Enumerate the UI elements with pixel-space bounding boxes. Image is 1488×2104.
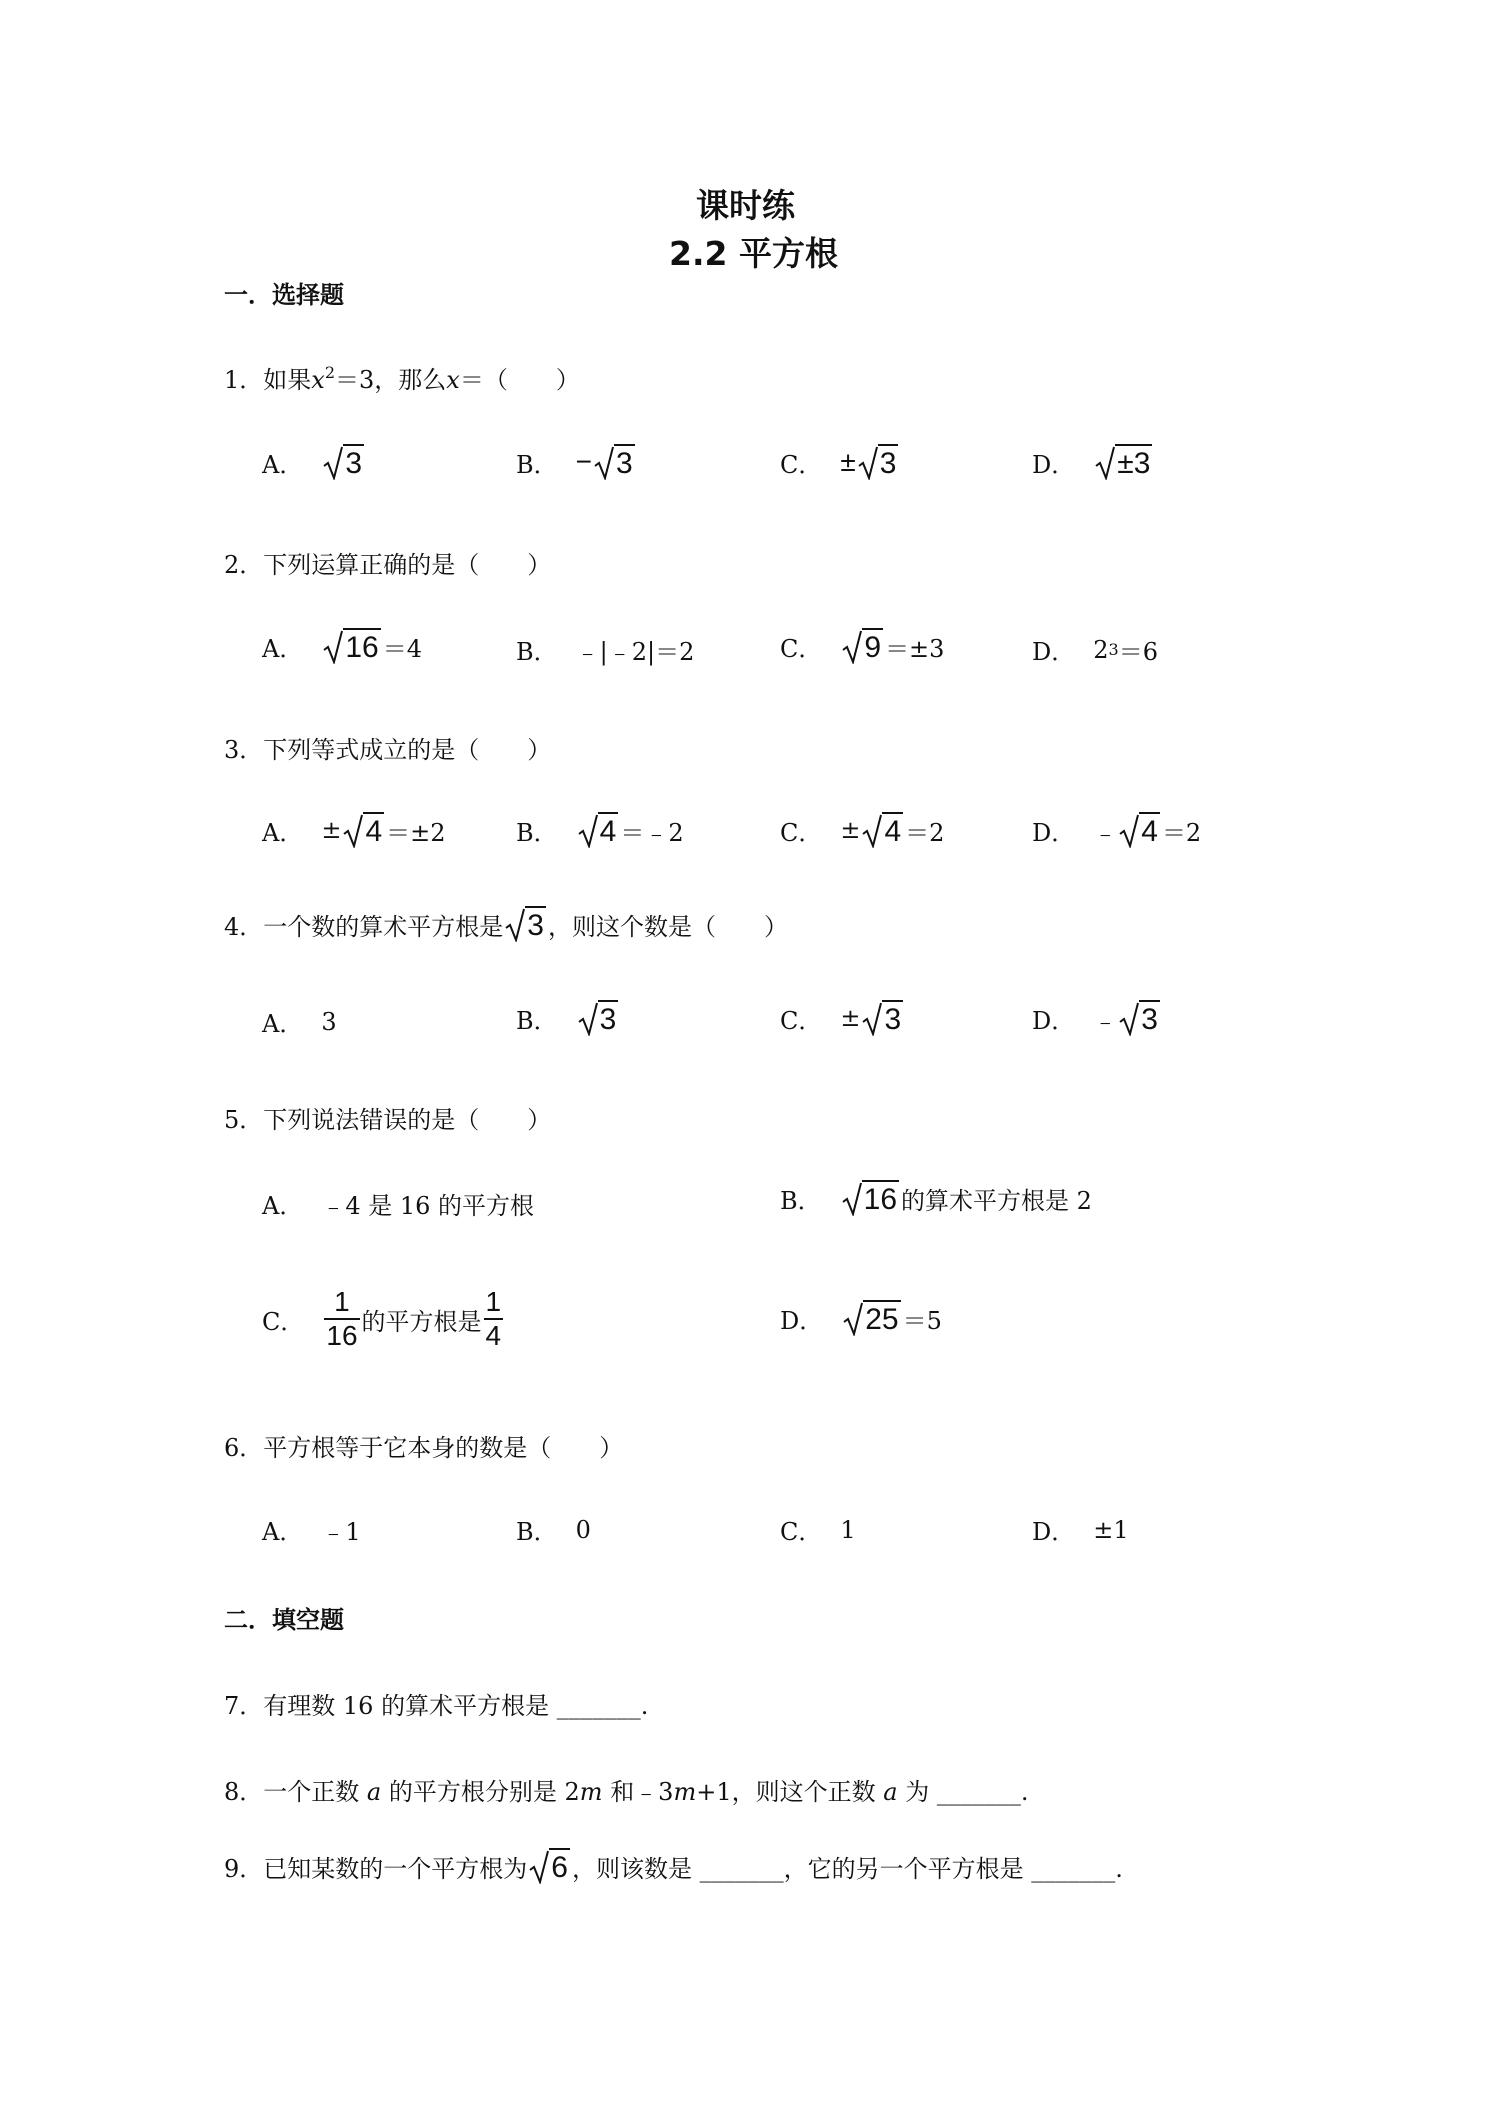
radical-icon <box>323 446 343 480</box>
q1-var2: x <box>446 366 460 394</box>
option-text: ﹣4 是 16 的平方根 <box>321 1192 535 1220</box>
radicand: 16 <box>862 1180 899 1216</box>
q8-text: 一个正数 <box>263 1778 360 1806</box>
radical-icon <box>858 446 878 480</box>
radicand: 3 <box>614 444 635 480</box>
option-text: ＝2 <box>1161 818 1202 847</box>
radicand: ±3 <box>1115 444 1152 480</box>
q8-var-a2: a <box>883 1778 898 1806</box>
option-letter: B． <box>516 450 558 479</box>
sqrt-expression <box>862 1000 903 1036</box>
q2-option-a[interactable] <box>262 628 422 664</box>
option-letter: B． <box>516 1006 558 1035</box>
sqrt-expression <box>578 812 619 848</box>
numerator: 1 <box>485 1286 502 1317</box>
q4-text: 一个数的算术平方根是 <box>263 912 504 941</box>
q3-option-b[interactable] <box>516 812 684 848</box>
q1-number: 1． <box>224 366 264 394</box>
q3-text: 下列等式成立的是（ ） <box>263 736 552 764</box>
denominator: 16 <box>326 1320 358 1351</box>
radicand: 6 <box>549 1848 570 1884</box>
option-text: ﹣|﹣2|＝2 <box>575 638 695 666</box>
option-letter: A． <box>262 634 304 663</box>
q8-text-b: 的平方根分别是 2 <box>388 1778 580 1806</box>
radicand: 3 <box>878 444 899 480</box>
q9-number: 9． <box>224 1854 264 1883</box>
q8-text-d: +1，则这个正数 <box>696 1778 876 1806</box>
q8-var-a: a <box>366 1778 382 1806</box>
radicand: 4 <box>1139 812 1160 848</box>
option-letter: C． <box>780 450 823 479</box>
option-text: 3 <box>321 1007 337 1036</box>
option-text: ＝6 <box>1118 638 1158 666</box>
option-letter: A． <box>262 1518 304 1546</box>
question-9 <box>224 1848 1123 1884</box>
option-letter: D． <box>1032 450 1076 479</box>
q1-option-c[interactable] <box>780 444 900 480</box>
q5-option-b[interactable] <box>780 1180 1092 1216</box>
option-letter: C． <box>780 818 823 847</box>
plus-minus-sign: ± <box>840 446 856 477</box>
q1-option-a[interactable] <box>262 444 366 480</box>
radical-icon <box>842 630 862 664</box>
option-text: ＝5 <box>902 1306 942 1335</box>
radical-icon <box>1119 814 1139 848</box>
q2-option-b[interactable] <box>516 632 694 667</box>
radical-icon <box>862 814 882 848</box>
q4-option-a[interactable] <box>262 1004 337 1039</box>
radicand: 4 <box>363 812 384 848</box>
plus-minus-sign: ± <box>321 816 342 844</box>
option-letter: C． <box>262 1307 305 1336</box>
q5-text: 下列说法错误的是（ ） <box>263 1106 552 1134</box>
sqrt-expression <box>862 812 903 848</box>
radical-icon <box>578 814 598 848</box>
q4-option-d[interactable] <box>1032 1000 1162 1036</box>
radical-icon <box>529 1850 549 1884</box>
question-3 <box>224 730 551 765</box>
q2-number: 2． <box>224 551 264 579</box>
option-text: ±1 <box>1093 1515 1129 1544</box>
q6-option-b[interactable] <box>516 1512 591 1547</box>
option-text: 的算术平方根是 2 <box>901 1186 1092 1215</box>
option-letter: B． <box>516 638 558 666</box>
option-letter: D． <box>1032 1518 1076 1546</box>
radicand: 3 <box>882 1000 903 1036</box>
option-letter: A． <box>262 1192 304 1220</box>
radical-icon <box>578 1002 598 1036</box>
sqrt-expression <box>323 444 364 480</box>
q1-sup: 2 <box>324 363 336 382</box>
radical-icon <box>862 1002 882 1036</box>
radical-icon <box>1095 446 1115 480</box>
q4-option-c[interactable] <box>780 1000 905 1036</box>
q1-text-c: ＝（ ） <box>459 366 580 394</box>
q1-text-b: ＝3，那么 <box>335 366 447 394</box>
radical-icon <box>343 814 363 848</box>
option-letter: C． <box>780 1518 823 1546</box>
option-text: ＝﹣2 <box>620 818 684 847</box>
q6-text: 平方根等于它本身的数是（ ） <box>263 1434 624 1462</box>
q6-number: 6． <box>224 1434 264 1462</box>
option-letter: B． <box>516 1518 558 1546</box>
section-fill-in: 二．填空题 <box>224 1606 344 1634</box>
q8-text-c: 和﹣3 <box>610 1778 674 1806</box>
radical-icon <box>505 908 525 942</box>
q2-option-c[interactable] <box>780 628 944 664</box>
option-letter: A． <box>262 1010 304 1038</box>
section-choice: 一．选择题 <box>224 281 344 309</box>
question-1 <box>224 360 580 395</box>
radicand: 3 <box>1139 1000 1160 1036</box>
question-7 <box>224 1686 648 1721</box>
radical-icon <box>323 630 343 664</box>
option-text: 1 <box>840 1515 856 1544</box>
sqrt-expression <box>578 1000 619 1036</box>
sqrt-expression <box>843 1300 900 1336</box>
option-text: ＝±2 <box>386 818 446 847</box>
question-4 <box>224 906 788 942</box>
radicand: 9 <box>862 628 883 664</box>
radicand: 4 <box>882 812 903 848</box>
fraction <box>324 1286 359 1352</box>
option-letter: C． <box>780 634 823 663</box>
q3-option-a[interactable] <box>262 812 446 848</box>
fraction <box>484 1286 504 1352</box>
q6-option-c[interactable] <box>780 1512 856 1547</box>
option-letter: B． <box>780 1186 822 1215</box>
sqrt-expression <box>529 1848 570 1884</box>
sqrt-expression <box>343 812 384 848</box>
sqrt-expression <box>1119 812 1160 848</box>
q5-number: 5． <box>224 1106 264 1134</box>
question-6 <box>224 1428 623 1463</box>
q8-number: 8． <box>224 1778 264 1806</box>
minus-sign: − <box>575 446 592 477</box>
radical-icon <box>842 1182 862 1216</box>
option-text: ＝2 <box>905 818 945 847</box>
radical-icon <box>843 1302 863 1336</box>
q3-number: 3． <box>224 736 264 764</box>
option-letter: B． <box>516 818 558 847</box>
radicand: 16 <box>343 628 380 664</box>
question-5 <box>224 1100 551 1135</box>
sqrt-expression <box>842 628 883 664</box>
power-base: 2 <box>1093 635 1109 664</box>
radical-icon <box>1119 1002 1139 1036</box>
q1-text: 如果 <box>263 366 312 394</box>
q8-var-m: m <box>579 1778 603 1806</box>
q8-text-e: 为 _______. <box>905 1778 1029 1806</box>
plus-minus-sign: ± <box>840 1004 861 1032</box>
q6-option-d[interactable] <box>1032 1512 1129 1547</box>
option-letter: D． <box>780 1306 824 1335</box>
question-8 <box>224 1772 1028 1807</box>
q6-option-a[interactable] <box>262 1512 361 1547</box>
question-2 <box>224 545 551 580</box>
option-text: ＝4 <box>382 634 422 663</box>
page-subtitle: 2.2 平方根 <box>669 234 838 273</box>
q4-option-b[interactable] <box>516 1000 620 1036</box>
option-letter: A． <box>262 450 304 479</box>
q3-option-c[interactable] <box>780 812 944 848</box>
sqrt-expression <box>1095 444 1152 480</box>
radicand: 4 <box>598 812 619 848</box>
q9-text-b: ，则该数是 _______，它的另一个平方根是 _______. <box>571 1854 1123 1883</box>
sqrt-expression <box>505 906 546 942</box>
option-letter: D． <box>1032 638 1076 666</box>
radicand: 3 <box>598 1000 619 1036</box>
sqrt-expression <box>1119 1000 1160 1036</box>
option-letter: D． <box>1032 818 1076 847</box>
option-text: 0 <box>575 1515 591 1544</box>
option-letter: C． <box>780 1006 823 1035</box>
sqrt-expression <box>858 444 899 480</box>
option-text: ＝±3 <box>885 634 945 663</box>
option-letter: A． <box>262 818 304 847</box>
q5-option-a[interactable] <box>262 1186 534 1221</box>
q4-number: 4． <box>224 912 264 941</box>
option-text: ﹣1 <box>321 1518 361 1546</box>
radicand: 3 <box>343 444 364 480</box>
sqrt-expression <box>323 628 380 664</box>
q1-option-b[interactable] <box>516 444 637 480</box>
q1-var: x <box>311 366 325 394</box>
radical-icon <box>594 446 614 480</box>
q7-number: 7． <box>224 1692 264 1720</box>
radicand: 25 <box>863 1300 900 1336</box>
q2-text: 下列运算正确的是（ ） <box>263 551 552 579</box>
radicand: 3 <box>525 906 546 942</box>
q5-option-d[interactable] <box>780 1300 942 1336</box>
q8-var-m2: m <box>673 1778 697 1806</box>
minus-sign: ﹣ <box>1093 818 1118 847</box>
q7-text: 有理数 16 的算术平方根是 _______. <box>263 1692 649 1720</box>
q5-option-c[interactable] <box>262 1286 505 1352</box>
numerator: 1 <box>334 1286 350 1317</box>
denominator: 4 <box>485 1320 502 1351</box>
q2-option-d[interactable]: D． 2 3 ＝6 <box>1032 632 1158 667</box>
sqrt-expression <box>594 444 635 480</box>
option-text: 的平方根是 <box>361 1307 482 1336</box>
option-letter: D． <box>1032 1006 1076 1035</box>
q1-option-d[interactable] <box>1032 444 1154 480</box>
q3-option-d[interactable] <box>1032 812 1201 848</box>
page-title: 课时练 <box>696 186 795 225</box>
plus-minus-sign: ± <box>840 816 861 844</box>
q9-text: 已知某数的一个平方根为 <box>263 1854 528 1883</box>
minus-sign: ﹣ <box>1093 1006 1118 1035</box>
q4-text-b: ，则这个数是（ ） <box>547 912 788 941</box>
sqrt-expression <box>842 1180 899 1216</box>
